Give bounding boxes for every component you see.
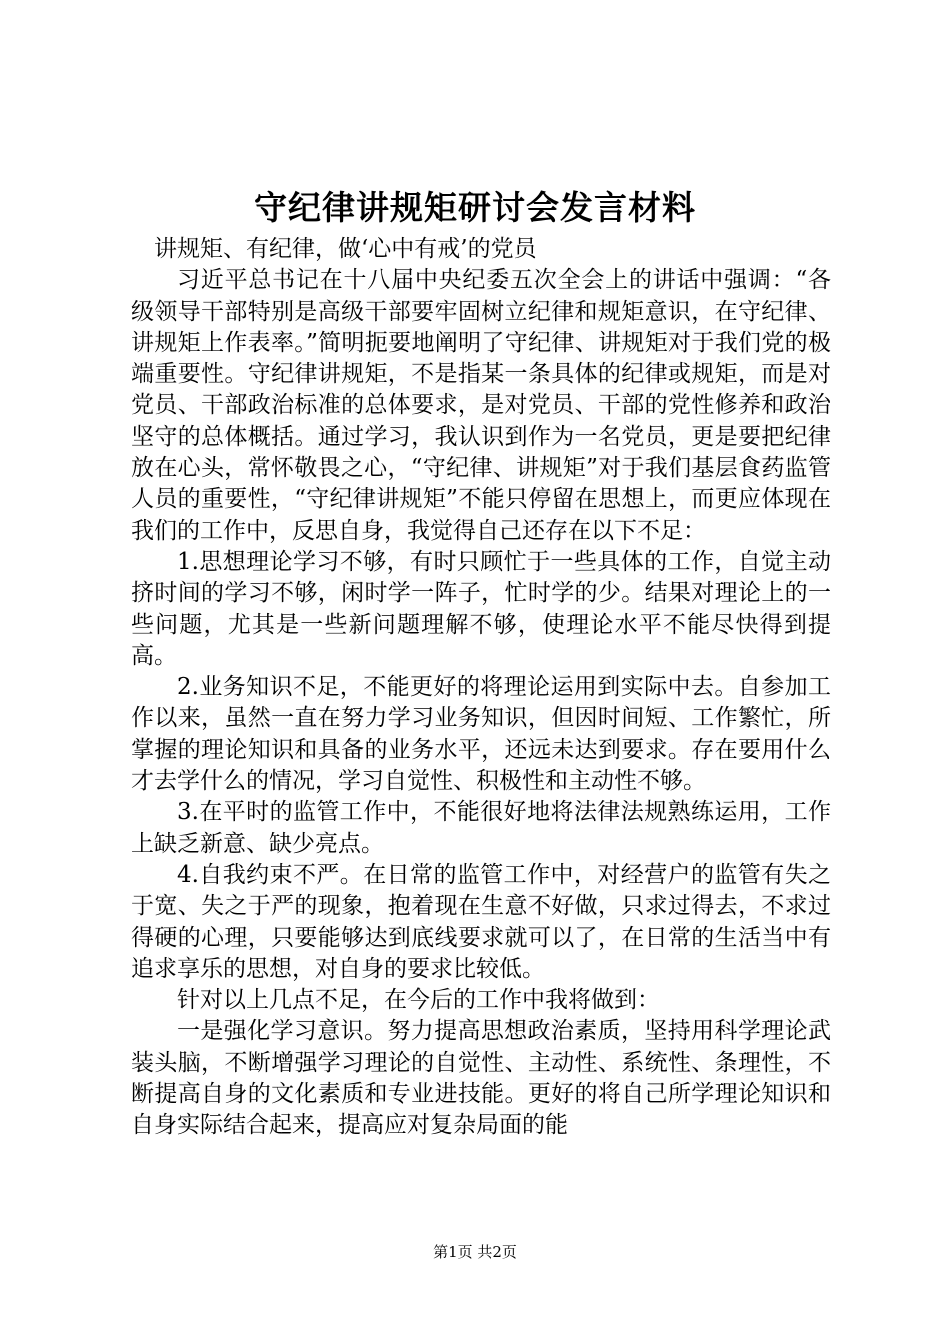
paragraph-item-3: 3.在平时的监管工作中，不能很好地将法律法规熟练运用，工作上缺乏新意、缺少亮点。 [131, 799, 831, 857]
document-title: 守纪律讲规矩研讨会发言材料 [254, 188, 696, 227]
paragraph-item-1: 1.思想理论学习不够，有时只顾忙于一些具体的工作，自觉主动挤时间的学习不够，闲时学一阵子，忙时学的少。结果对理论上的一些问题，尤其是一些新问题理解不够，使理论水平不能尽快得到提高。 [131, 548, 831, 669]
paragraph-measure-1: 一是强化学习意识。努力提高思想政治素质，坚持用科学理论武装头脑，不断增强学习理论的自觉性、主动性、系统性、条理性，不断提高自身的文化素质和专业进技能。更好的将自己所学理论知识和自身实际结合起来，提高应对复杂局面的能 [131, 1018, 831, 1139]
paragraph-intro: 习近平总书记在十八届中央纪委五次全会上的讲话中强调：“各级领导干部特别是高级干部要牢固树立纪律和规矩意识，在守纪律、讲规矩上作表率。”简明扼要地阐明了守纪律、讲规矩对于我们党的极端重要性。守纪律讲规矩，不是指某一条具体的纪律或规矩，而是对党员、干部政治标准的总体要求，是对党员、干部的党性修养和政治坚守的总体概括。通过学习，我认识到作为一名党员，更是要把纪律放在心头，常怀敬畏之心，“守纪律、讲规矩”对于我们基层食药监管人员的重要性，“守纪律讲规矩”不能只停留在思想上，而更应体现在我们的工作中，反思自身，我觉得自己还存在以下不足： [131, 267, 831, 544]
document-subtitle: 讲规矩、有纪律，做‘心中有戒’的党员 [154, 236, 537, 262]
paragraph-item-4: 4.自我约束不严。在日常的监管工作中，对经营户的监管有失之于宽、失之于严的现象，抱着现在生意不好做，只求过得去，不求过得硬的心理，只要能够达到底线要求就可以了，在日常的生活当中有追求享乐的思想，对自身的要求比较低。 [131, 861, 831, 982]
paragraph-item-2: 2.业务知识不足，不能更好的将理论运用到实际中去。自参加工作以来，虽然一直在努力学习业务知识，但因时间短、工作繁忙，所掌握的理论知识和具备的业务水平，还远未达到要求。存在要用什么才去学什么的情况，学习自觉性、积极性和主动性不够。 [131, 674, 831, 795]
paragraph-transition: 针对以上几点不足，在今后的工作中我将做到： [177, 987, 660, 1014]
page-indicator: 第1页 共2页 [433, 1243, 517, 1261]
document-body [131, 234, 831, 1142]
page-footer [0, 1242, 950, 1262]
